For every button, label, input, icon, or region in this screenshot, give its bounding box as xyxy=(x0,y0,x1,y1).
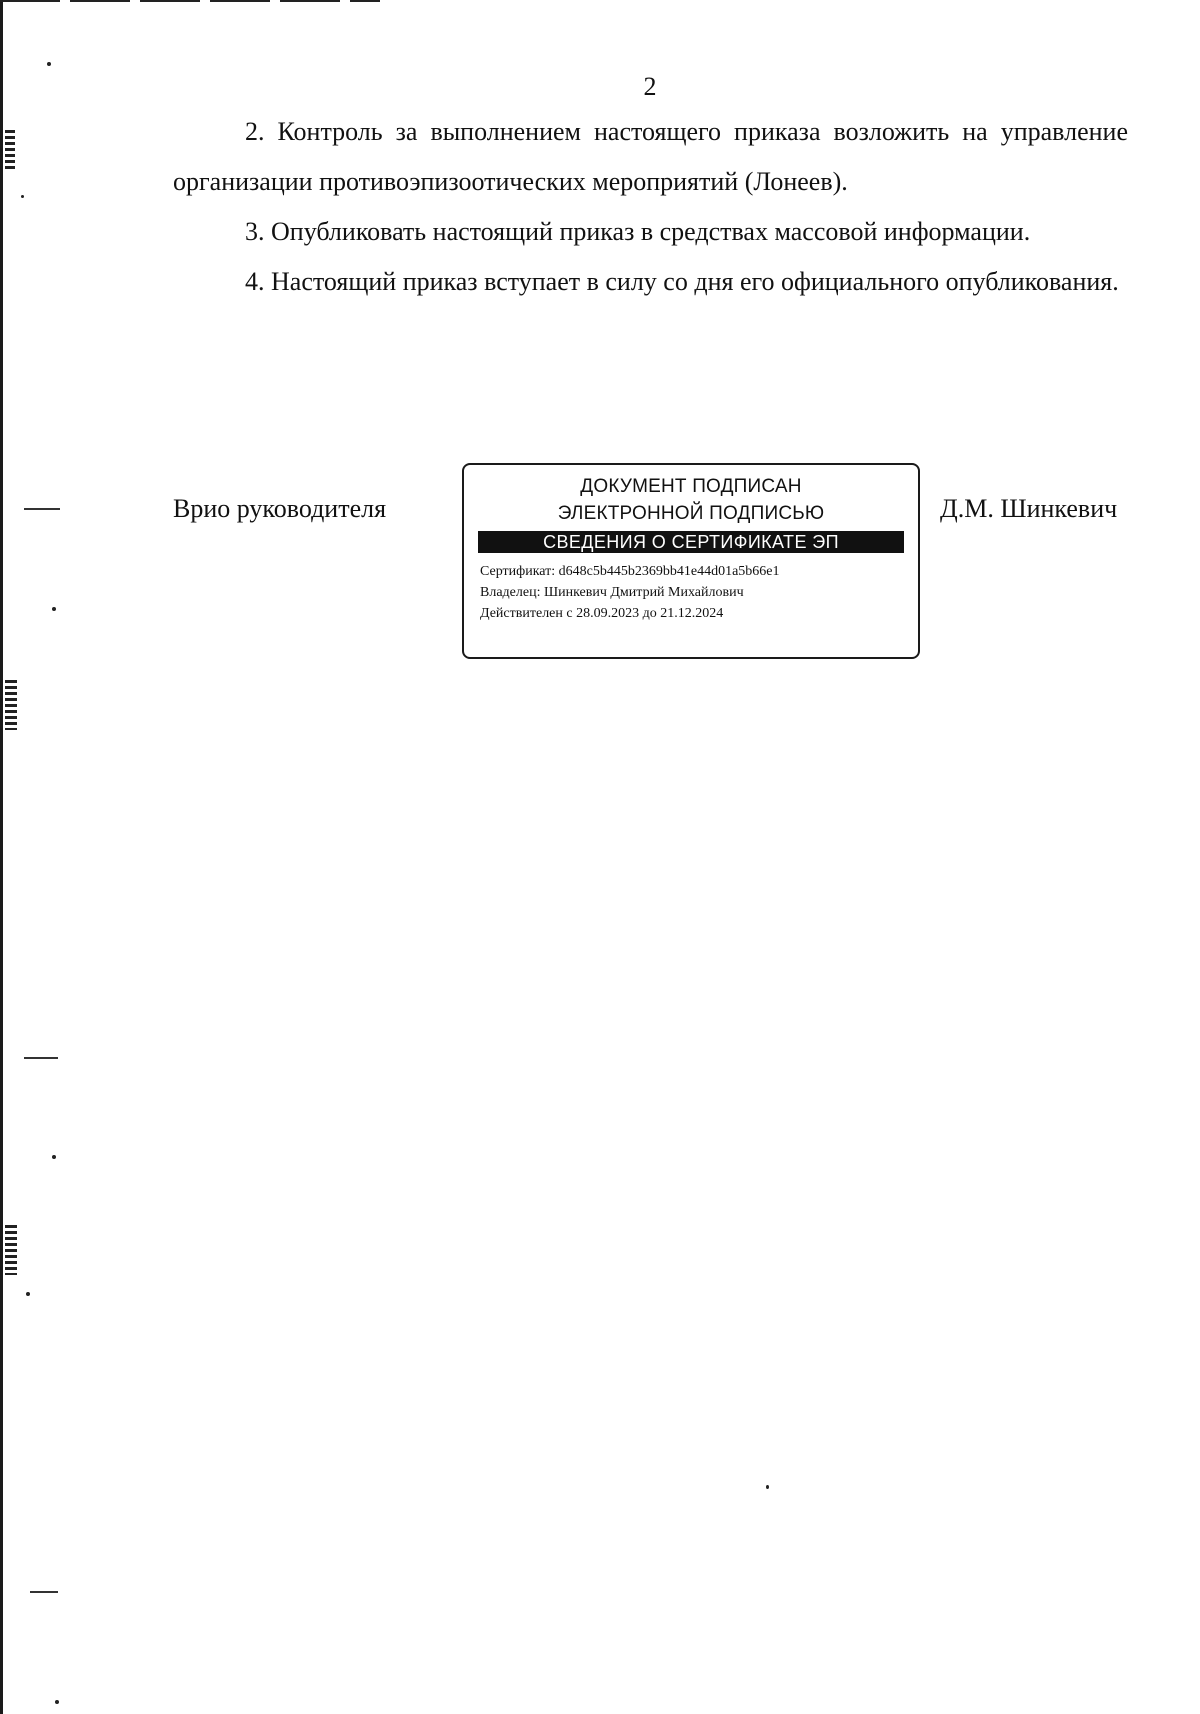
scan-mark xyxy=(24,1057,58,1059)
signatory-position: Врио руководителя xyxy=(173,494,387,523)
order-item-2: 2. Контроль за выполнением настоящего приказа возложить на управление организации противоэпизоотических мероприятий (Лонеев). xyxy=(173,117,1128,196)
scan-mark xyxy=(5,1225,17,1275)
stamp-owner: Владелец: Шинкевич Дмитрий Михайлович xyxy=(480,585,744,600)
stamp-title-line1: ДОКУМЕНТ ПОДПИСАН xyxy=(580,476,802,497)
scan-mark xyxy=(30,1591,58,1593)
scan-speck xyxy=(21,195,24,198)
signatory-name: Д.М. Шинкевич xyxy=(940,494,1118,523)
stamp-certificate-id: Сертификат: d648c5b445b2369bb41e44d01a5b66e1 xyxy=(480,564,780,579)
scan-mark xyxy=(5,130,15,170)
order-item-3: 3. Опубликовать настоящий приказ в средствах массовой информации. xyxy=(245,217,1031,246)
page-number: 2 xyxy=(643,72,657,101)
scan-speck xyxy=(26,1292,30,1296)
order-text xyxy=(173,107,1128,307)
order-item-4: 4. Настоящий приказ вступает в силу со дня его официального опубликования. xyxy=(245,267,1119,296)
scan-edge-left xyxy=(0,0,3,1714)
scan-speck xyxy=(766,1485,769,1489)
scan-speck xyxy=(55,1700,59,1704)
scan-speck xyxy=(52,607,56,611)
scan-speck xyxy=(47,62,51,66)
stamp-title-line2: ЭЛЕКТРОННОЙ ПОДПИСЬЮ xyxy=(557,503,825,524)
scan-mark xyxy=(24,508,60,510)
stamp-validity: Действителен с 28.09.2023 до 21.12.2024 xyxy=(480,606,724,621)
electronic-signature-stamp xyxy=(462,463,920,659)
scan-speck xyxy=(52,1155,56,1159)
stamp-title xyxy=(464,473,918,527)
scan-mark xyxy=(5,680,17,730)
stamp-certificate-banner: СВЕДЕНИЯ О СЕРТИФИКАТЕ ЭП xyxy=(478,531,904,553)
stamp-certificate-info xyxy=(480,561,918,624)
scan-edge-top xyxy=(0,0,380,2)
